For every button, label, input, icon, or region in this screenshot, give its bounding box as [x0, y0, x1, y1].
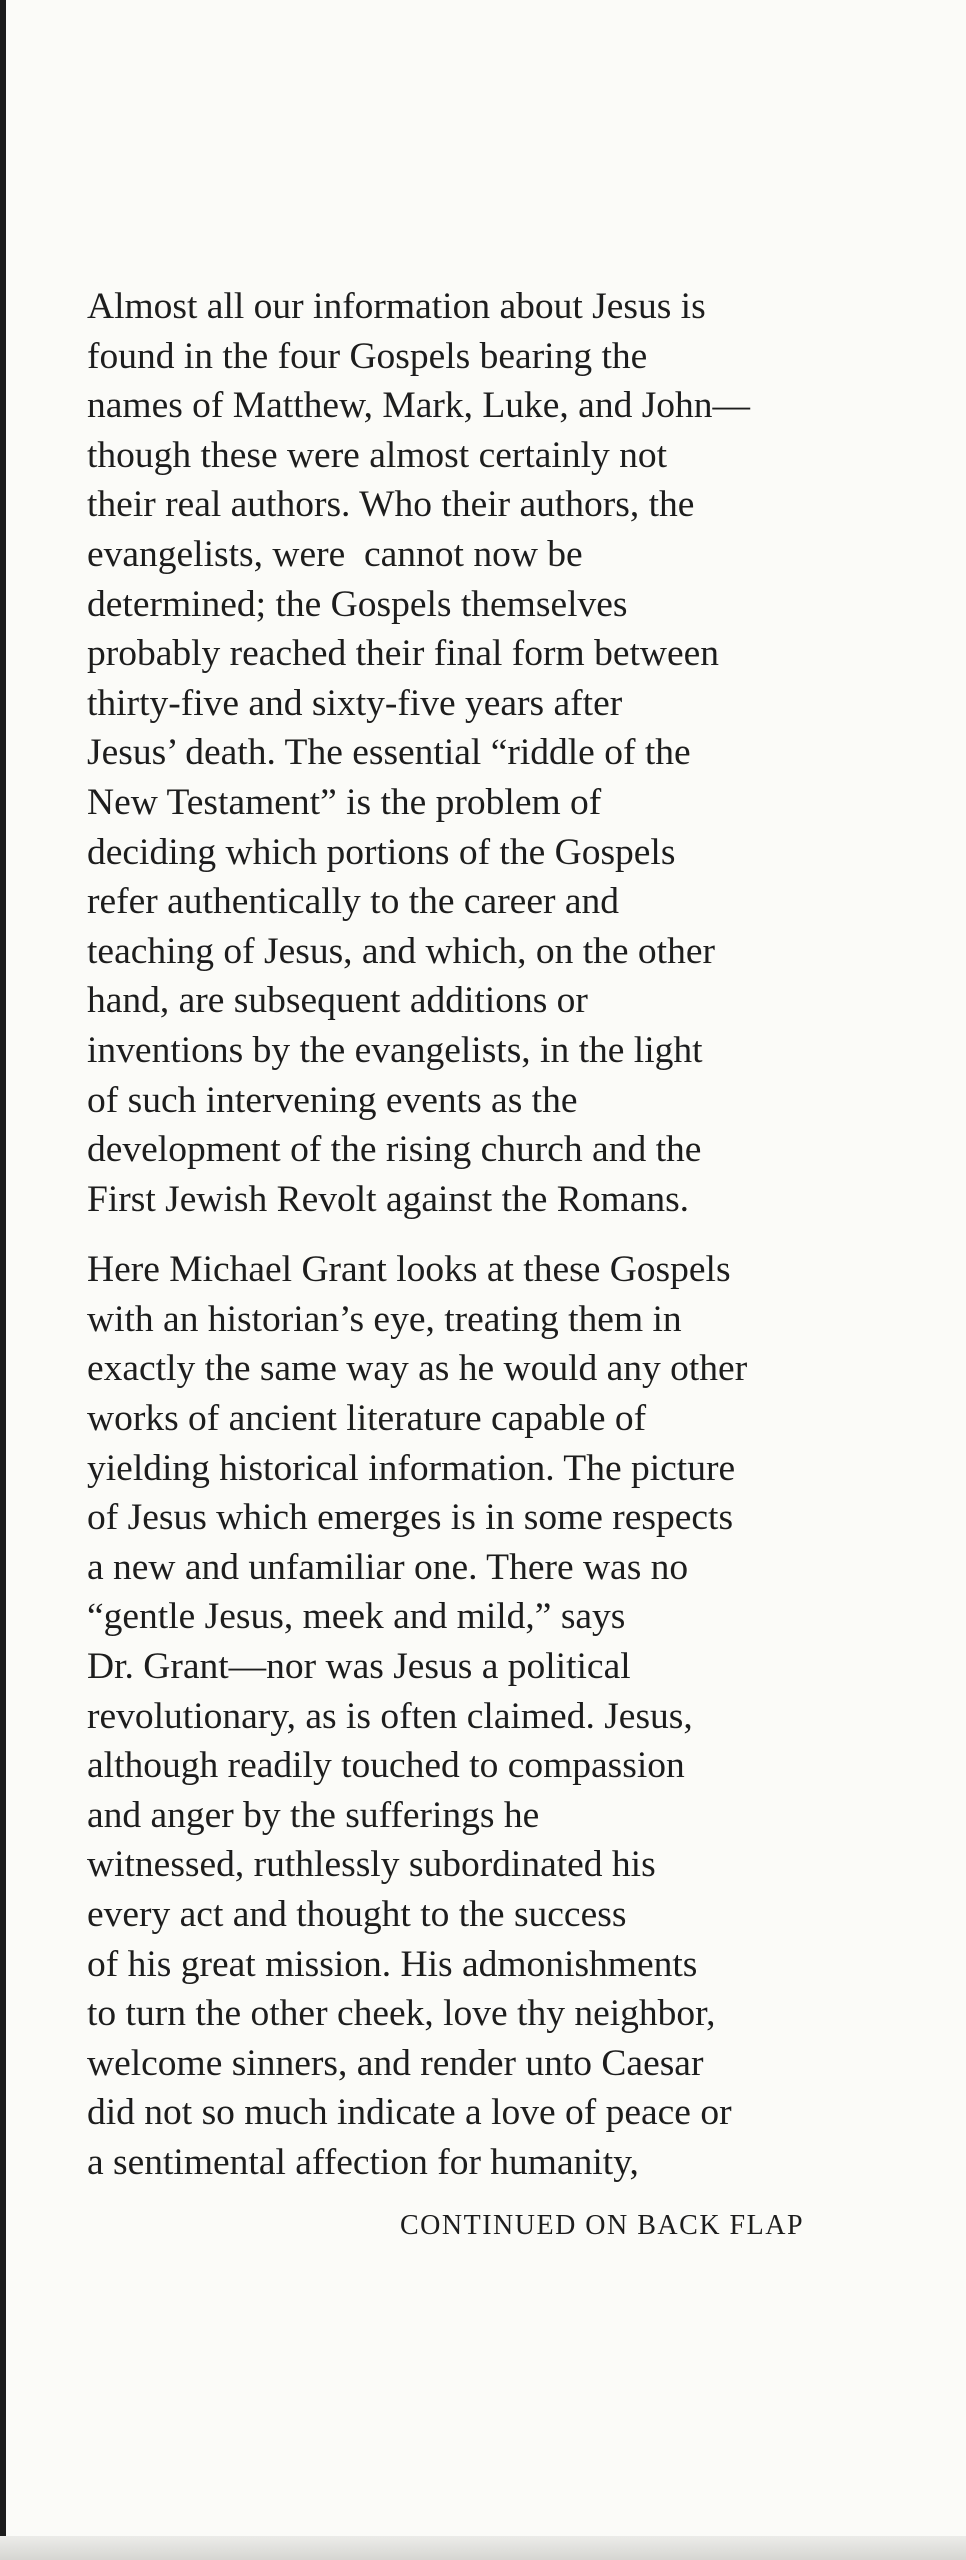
scan-left-edge	[0, 0, 6, 2560]
text-line: although readily touched to compassion	[87, 1745, 685, 1787]
text-line: Here Michael Grant looks at these Gospels	[87, 1249, 731, 1291]
text-line: and anger by the sufferings he	[87, 1794, 540, 1836]
text-line: New Testament” is the problem of	[87, 781, 602, 823]
text-line: determined; the Gospels themselves	[87, 583, 628, 625]
text-line: of his great mission. His admonishments	[87, 1943, 698, 1985]
text-line: with an historian’s eye, treating them in	[87, 1298, 682, 1340]
text-line: their real authors. Who their authors, the	[87, 484, 695, 526]
text-line: hand, are subsequent additions or	[87, 980, 588, 1022]
text-line: witnessed, ruthlessly subordinated his	[87, 1844, 656, 1886]
text-line: refer authentically to the career and	[87, 881, 619, 923]
flap-copy	[87, 282, 957, 2188]
text-line: of such intervening events as the	[87, 1079, 578, 1121]
text-line: names of Matthew, Mark, Luke, and John—	[87, 385, 751, 427]
text-line: of Jesus which emerges is in some respects	[87, 1497, 734, 1539]
text-line: exactly the same way as he would any other	[87, 1348, 748, 1390]
text-line: teaching of Jesus, and which, on the other	[87, 930, 715, 972]
text-line: deciding which portions of the Gospels	[87, 831, 676, 873]
text-line: revolutionary, as is often claimed. Jesus,	[87, 1695, 693, 1737]
continued-note: CONTINUED ON BACK FLAP	[400, 2210, 805, 2241]
text-line: development of the rising church and the	[87, 1129, 702, 1171]
text-line: Jesus’ death. The essential “riddle of the	[87, 732, 691, 774]
text-line: probably reached their final form between	[87, 633, 720, 675]
text-line: inventions by the evangelists, in the light	[87, 1029, 703, 1071]
text-line: Almost all our information about Jesus is	[87, 286, 706, 327]
paragraph-1	[87, 282, 957, 1224]
text-line: every act and thought to the success	[87, 1894, 627, 1935]
text-line: “gentle Jesus, meek and mild,” says	[87, 1596, 626, 1638]
text-line: did not so much indicate a love of peace or	[87, 2092, 732, 2134]
text-line: works of ancient literature capable of	[87, 1398, 647, 1440]
text-line: to turn the other cheek, love thy neighbor,	[87, 1993, 716, 2035]
text-line: First Jewish Revolt against the Romans.	[87, 1178, 690, 1220]
scan-bottom-edge	[0, 2536, 966, 2560]
paragraph-2	[87, 1245, 957, 2187]
text-line: yielding historical information. The picture	[87, 1447, 736, 1489]
text-line: though these were almost certainly not	[87, 434, 668, 476]
text-line: a new and unfamiliar one. There was no	[87, 1546, 689, 1588]
text-line: Dr. Grant—nor was Jesus a political	[87, 1646, 631, 1688]
text-line: welcome sinners, and render unto Caesar	[87, 2042, 704, 2084]
text-line: thirty-five and sixty-five years after	[87, 682, 623, 724]
text-line: found in the four Gospels bearing the	[87, 335, 648, 377]
text-line: a sentimental affection for humanity,	[87, 2141, 639, 2183]
text-line: evangelists, were cannot now be	[87, 533, 583, 575]
